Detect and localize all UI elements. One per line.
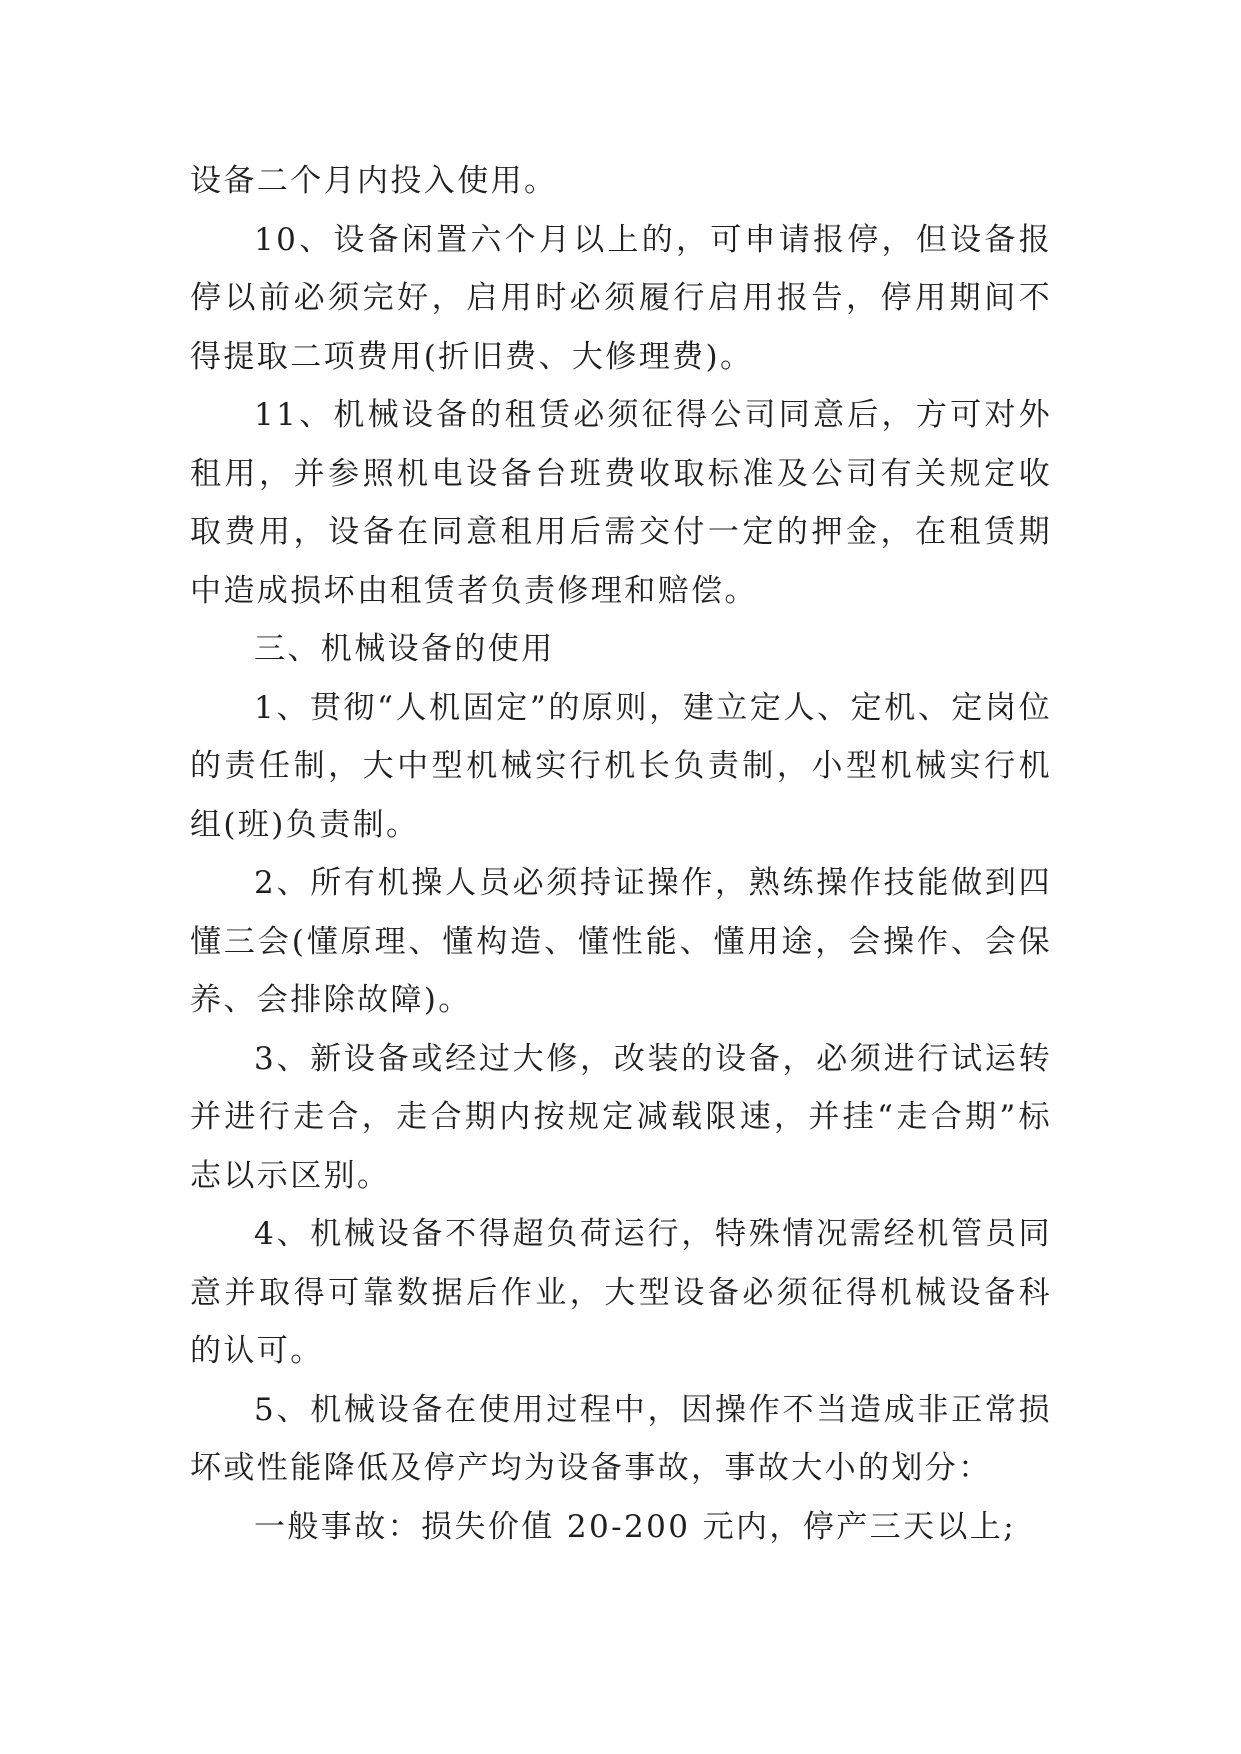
paragraph-item-2: 2、所有机操人员必须持证操作，熟练操作技能做到四懂三会(懂原理、懂构造、懂性能、懂用途，会操作、会保养、会排除故障)。: [190, 865, 1052, 1018]
section-heading-usage: 三、机械设备的使用: [254, 631, 555, 667]
paragraph-item-10: 10、设备闲置六个月以上的，可申请报停，但设备报停以前必须完好，启用时必须履行启用报告，停用期间不得提取二项费用(折旧费、大修理费)。: [190, 221, 1052, 375]
paragraph-general-accident: 一般事故：损失价值 20-200 元内，停产三天以上;: [254, 1508, 1017, 1545]
paragraph-item-3: 3、新设备或经过大修，改装的设备，必须进行试运转并进行走合，走合期内按规定减载限速，并挂“走合期”标志以示区别。: [190, 1040, 1052, 1194]
paragraph-item-11: 11、机械设备的租赁必须征得公司同意后，方可对外租用，并参照机电设备台班费收取标准及公司有关规定收取费用，设备在同意租用后需交付一定的押金，在租赁期中造成损坏由租赁者负责修理和赔偿。: [190, 397, 1052, 609]
paragraph-continuation: 设备二个月内投入使用。: [190, 163, 558, 199]
paragraph-item-1: 1、贯彻“人机固定”的原则，建立定人、定机、定岗位的责任制，大中型机械实行机长负责制，小型机械实行机组(班)负责制。: [190, 689, 1052, 843]
document-body: [190, 152, 1052, 1556]
paragraph-item-5: 5、机械设备在使用过程中，因操作不当造成非正常损坏或性能降低及停产均为设备事故，事故大小的划分：: [190, 1391, 1052, 1486]
paragraph-item-4: 4、机械设备不得超负荷运行，特殊情况需经机管员同意并取得可靠数据后作业，大型设备必须征得机械设备科的认可。: [190, 1216, 1052, 1369]
